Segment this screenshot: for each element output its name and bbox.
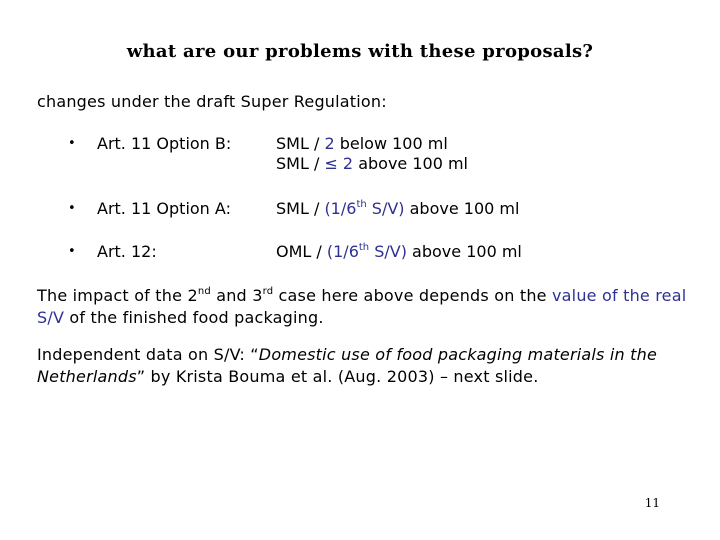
impact-superscript: rd (262, 286, 274, 297)
rule-prefix: SML / (276, 199, 325, 218)
source-title: Domestic use of food packaging materials in the Netherlands (37, 345, 657, 386)
rule-suffix: above 100 ml (404, 199, 520, 218)
rule-text (276, 242, 522, 262)
source-prefix: Independent data on S/V: “ (37, 345, 259, 364)
impact-text: The impact of the 2 (37, 286, 198, 305)
slide-title: what are our problems with these proposals? (126, 41, 594, 62)
rule-line-1 (276, 134, 468, 154)
rule-text (276, 134, 468, 174)
rule-highlight: ≤ 2 (324, 154, 354, 173)
rule-highlight (324, 199, 404, 218)
rule-line-2 (276, 154, 468, 174)
rule-highlight (327, 242, 407, 261)
rule-prefix: OML / (276, 242, 327, 261)
independent-data-paragraph (37, 344, 687, 388)
impact-text: case here above depends on the (273, 286, 552, 305)
intro-text: changes under the draft Super Regulation: (37, 92, 387, 111)
rule-suffix: above 100 ml (353, 154, 468, 173)
rule-highlight: 2 (324, 134, 335, 153)
rule-superscript: th (358, 242, 370, 253)
impact-paragraph (37, 285, 687, 329)
rule-suffix: below 100 ml (334, 134, 448, 153)
rule-sv: S/V) (366, 199, 405, 218)
rule-text (276, 199, 519, 219)
source-suffix: ” by Krista Bouma et al. (Aug. 2003) – next slide. (136, 367, 539, 386)
rule-sv: S/V) (369, 242, 407, 261)
impact-text: of the finished food packaging. (64, 308, 324, 327)
bullet-icon: • (68, 244, 76, 259)
article-label: Art. 11 Option B: (97, 134, 232, 153)
bullet-icon: • (68, 136, 76, 151)
article-label: Art. 11 Option A: (97, 199, 231, 218)
impact-highlight: value of the real S/V (37, 286, 687, 327)
bullet-icon: • (68, 201, 76, 216)
rule-superscript: th (356, 199, 367, 210)
rule-fraction: (1/6 (326, 242, 359, 261)
rule-prefix: SML / (276, 154, 325, 173)
impact-superscript: nd (197, 286, 211, 297)
rule-prefix: SML / (276, 134, 325, 153)
rule-suffix: above 100 ml (406, 242, 522, 261)
page-number: 11 (644, 496, 660, 510)
article-label: Art. 12: (97, 242, 157, 261)
impact-text: and 3 (210, 286, 263, 305)
rule-fraction: (1/6 (324, 199, 357, 218)
